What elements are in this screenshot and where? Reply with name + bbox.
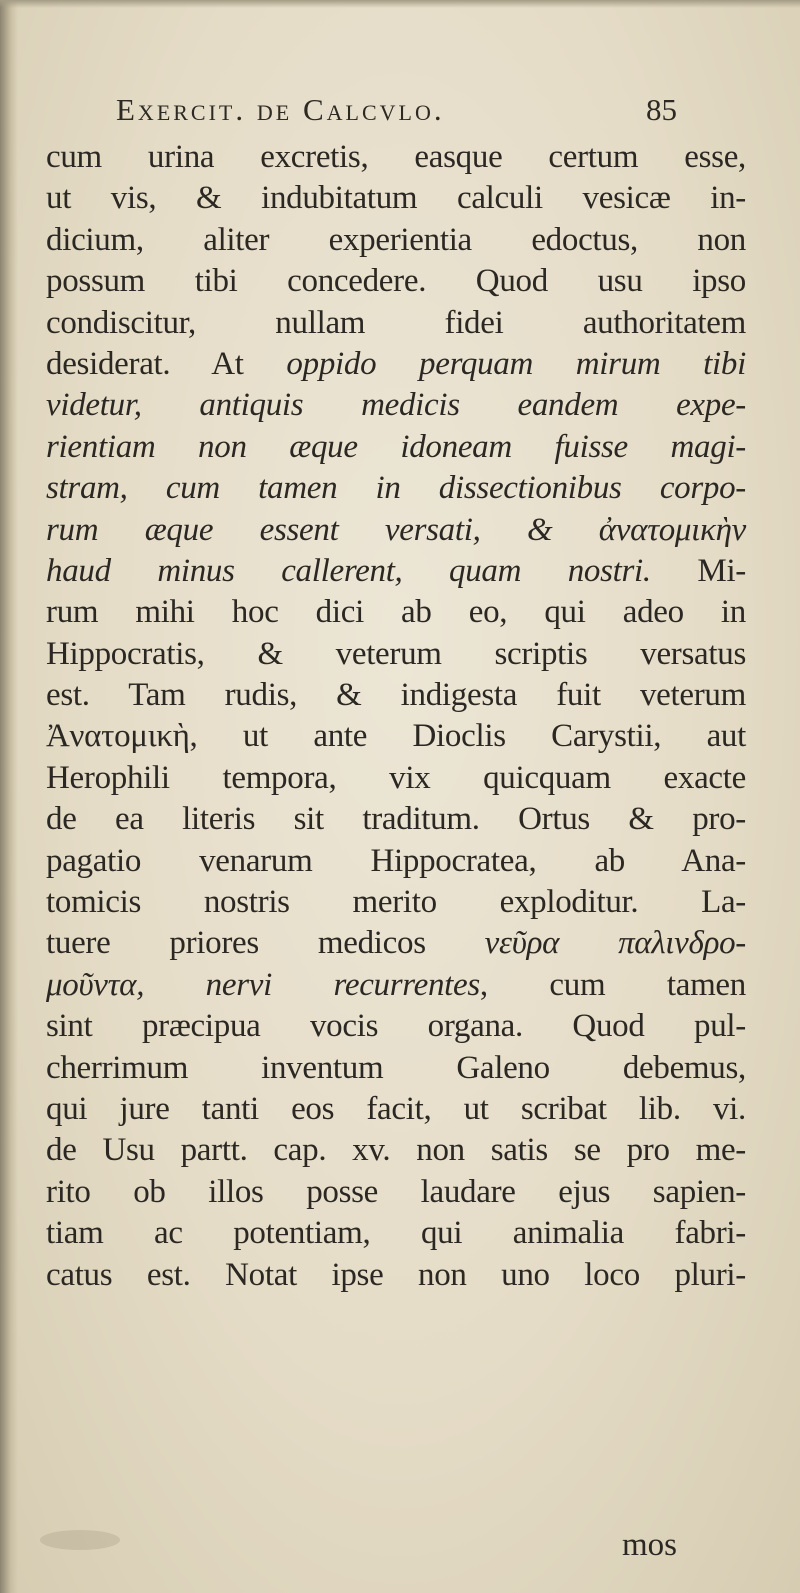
text-segment: Hippocratis, & veterum scriptis versatus (46, 635, 746, 672)
italic-text-segment: haud minus callerent, quam nostri. (46, 552, 651, 589)
text-line (46, 634, 746, 675)
text-line (46, 1006, 746, 1047)
catchword: mos (622, 1527, 678, 1563)
text-segment: de Usu partt. cap. xv. non satis se pro me- (46, 1132, 746, 1169)
text-line (46, 1172, 746, 1213)
text-line (46, 716, 746, 757)
running-title: Exercit. de Calcvlo. (116, 92, 445, 127)
body-text (46, 137, 746, 1296)
text-segment: rum mihi hoc dici ab eo, qui adeo in (46, 594, 746, 631)
text-line (46, 261, 746, 302)
text-line (46, 923, 746, 964)
page-top-edge (0, 0, 800, 8)
text-segment: catus est. Notat ipse non uno loco pluri- (46, 1256, 746, 1293)
page-number: 85 (646, 92, 677, 127)
page-header (116, 92, 796, 132)
text-segment: cum urina excretis, easque certum esse, (46, 139, 746, 175)
italic-text-segment: νεῦρα παλινδρο- (484, 925, 746, 962)
text-line (46, 592, 746, 633)
text-line (46, 1130, 746, 1171)
text-line (46, 385, 746, 426)
italic-text-segment: rum æque essent versati, & ἀνατομικὴν (46, 511, 746, 548)
text-segment: tuere priores medicos (46, 925, 485, 962)
text-line (46, 551, 746, 592)
text-segment: possum tibi concedere. Quod usu ipso (46, 263, 746, 300)
text-line (46, 303, 746, 344)
text-segment: Herophili tempora, vix quicquam exacte (46, 759, 746, 796)
text-segment: condiscitur, nullam fidei authoritatem (46, 304, 746, 341)
italic-text-segment: stram, cum tamen in dissectionibus corpo- (46, 470, 746, 507)
text-line (46, 799, 746, 840)
text-segment: de ea literis sit traditum. Ortus & pro- (46, 801, 746, 838)
ink-smudge (40, 1530, 120, 1550)
text-line (46, 965, 746, 1006)
text-line (46, 1213, 746, 1254)
text-line (46, 882, 746, 923)
text-segment: cherrimum inventum Galeno debemus, (46, 1049, 746, 1086)
text-line (46, 675, 746, 716)
italic-text-segment: videtur, antiquis medicis eandem expe- (46, 387, 746, 424)
text-segment: Ἀνατομικὴ, ut ante Dioclis Carystii, aut (46, 718, 746, 755)
italic-text-segment: μοῦντα, nervi recurrentes (46, 966, 480, 1003)
text-segment: sint præcipua vocis organa. Quod pul- (46, 1008, 746, 1045)
italic-text-segment: oppido perquam mirum tibi (286, 345, 746, 382)
text-segment: , cum tamen (479, 966, 746, 1003)
text-line (46, 468, 746, 509)
text-line (46, 344, 746, 385)
text-line (46, 841, 746, 882)
text-segment: ut vis, & indubitatum calculi vesicæ in- (46, 180, 746, 217)
text-segment: desiderat. At (46, 345, 287, 382)
text-segment: tiam ac potentiam, qui animalia fabri- (46, 1215, 746, 1252)
text-line (46, 178, 746, 219)
text-line (46, 1255, 746, 1296)
page-gutter-shadow (0, 0, 18, 1593)
text-segment: dicium, aliter experientia edoctus, non (46, 221, 746, 258)
italic-text-segment: rientiam non æque idoneam fuisse magi- (46, 428, 746, 465)
text-segment: pagatio venarum Hippocratea, ab Ana- (46, 842, 746, 879)
text-segment: qui jure tanti eos facit, ut scribat lib. vi. (46, 1090, 746, 1127)
text-line (46, 220, 746, 261)
text-line (46, 1048, 746, 1089)
text-segment: est. Tam rudis, & indigesta fuit veterum (46, 677, 746, 714)
text-line (46, 427, 746, 468)
text-segment: tomicis nostris merito exploditur. La- (46, 884, 746, 921)
text-line (46, 510, 746, 551)
text-segment: Mi- (650, 552, 747, 589)
text-line (46, 1089, 746, 1130)
text-line (46, 137, 746, 178)
text-line (46, 758, 746, 799)
text-segment: rito ob illos posse laudare ejus sapien- (46, 1173, 746, 1210)
